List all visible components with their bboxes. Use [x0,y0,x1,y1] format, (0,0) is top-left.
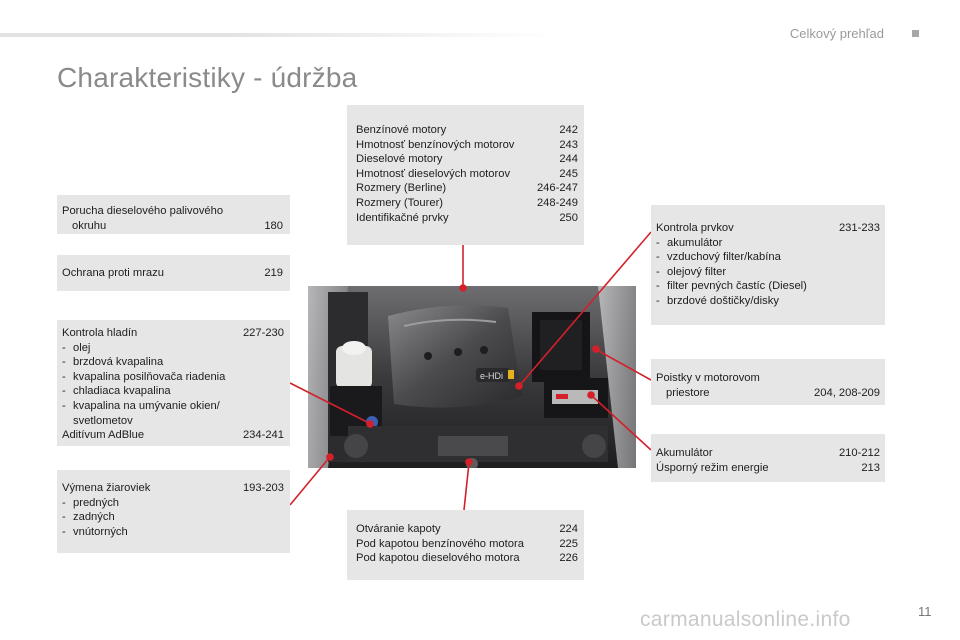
toc-text: Poistky v motorovom [656,372,760,384]
toc-row[interactable]: Otváranie kapoty 224 [356,523,578,535]
list-item: - akumulátor [656,236,723,249]
engines-dimensions-box [347,105,584,245]
list-item: - vnútorných [62,525,128,538]
toc-row[interactable]: Dieselové motory 244 [356,153,578,166]
list-item: - kvapalina posilňovača riadenia [62,370,226,383]
section-marker [912,30,919,37]
toc-row[interactable]: Kontrola prvkov 231-233 [656,222,880,234]
diesel-fuel-fault-box[interactable]: Porucha dieselového palivového okruhu 180 [57,195,290,234]
toc-row[interactable]: Pod kapotou benzínového motora 225 [356,537,578,550]
toc-row[interactable]: Aditívum AdBlue 234-241 [62,429,284,442]
engine-bay-illustration [308,286,636,468]
toc-text: Porucha dieselového palivového [62,205,224,217]
battery-box [651,434,885,482]
toc-row[interactable]: Výmena žiaroviek 193-203 [62,482,284,494]
bulb-replacement-box [57,470,290,553]
list-item: - olej [62,341,91,354]
list-item: - brzdové doštičky/disky [656,294,779,307]
list-item: - vzduchový filter/kabína [656,251,781,264]
toc-row[interactable]: Úsporný režim energie 213 [656,461,880,474]
toc-row[interactable]: Hmotnosť dieselových motorov 245 [356,167,578,180]
watermark: carmanualsonline.info [640,608,851,631]
toc-row[interactable]: Rozmery (Berline) 246-247 [356,182,578,195]
bonnet-box [347,510,584,580]
header-rule [0,33,560,37]
list-item: - olejový filter [656,265,727,278]
list-item: - predných [62,496,120,509]
toc-row[interactable]: Rozmery (Tourer) 248-249 [356,196,578,209]
frost-protection-box[interactable]: Ochrana proti mrazu 219 [57,255,290,291]
toc-row[interactable]: Identifikačné prvky 250 [356,211,578,224]
list-item: - zadných [62,511,115,524]
engine-badge: e-HDi [480,371,504,381]
section-label: Celkový prehľad [789,26,884,41]
component-checks-box [651,205,885,325]
list-item: - chladiaca kvapalina [62,385,171,398]
toc-row[interactable]: Benzínové motory 242 [356,124,578,136]
toc-row[interactable]: Pod kapotou dieselového motora 226 [356,552,578,565]
page-title: Charakteristiky - údržba [57,62,358,93]
list-item: - kvapalina na umývanie okien/ svetlometov [62,399,220,427]
page-number: 11 [918,604,932,619]
toc-row[interactable]: Hmotnosť benzínových motorov 243 [356,138,578,151]
list-item: - filter pevných častíc (Diesel) [656,280,807,293]
engine-fuses-box[interactable]: Poistky v motorovom priestore 204, 208-209 [651,359,885,405]
toc-row[interactable]: Kontrola hladín 227-230 [62,327,284,339]
list-item: - brzdová kvapalina [62,356,164,369]
toc-row[interactable]: Akumulátor 210-212 [656,447,880,459]
level-checks-box [57,320,290,446]
